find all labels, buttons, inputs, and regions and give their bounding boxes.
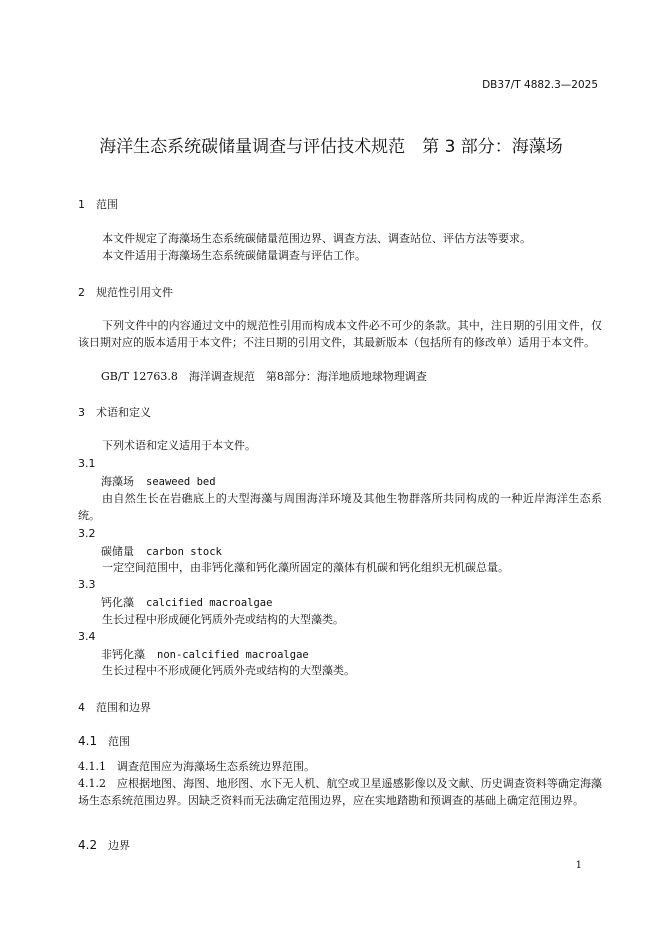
paragraph: 本文件规定了海藻场生态系统碳储量范围边界、调查方法、调查站位、评估方法等要求。	[102, 232, 531, 245]
subsection-4-2-heading	[78, 837, 130, 853]
section-number: 3	[78, 406, 85, 419]
subsection-number: 4.2	[78, 838, 98, 852]
section-number: 4	[78, 701, 85, 714]
term-definition: 生长过程中不形成硬化钙质外壳或结构的大型藻类。	[102, 664, 355, 677]
subsection-number: 4.1	[78, 734, 98, 748]
clause: 4.1.1 调查范围应为海藻场生态系统边界范围。	[78, 760, 315, 773]
term-zh: 非钙化藻	[101, 648, 145, 661]
term-zh: 钙化藻	[101, 596, 134, 609]
term-number: 3.2	[78, 527, 96, 540]
term-name	[101, 473, 216, 489]
term-definition: 一定空间范围中，由非钙化藻和钙化藻所固定的藻体有机碳和钙化组织无机碳总量。	[102, 561, 509, 574]
section-title: 规范性引用文件	[96, 286, 173, 299]
section-2-heading	[78, 284, 173, 300]
term-definition: 生长过程中形成硬化钙质外壳或结构的大型藻类。	[102, 613, 344, 626]
page-number: 1	[575, 860, 582, 871]
term-number: 3.4	[78, 630, 96, 643]
term-zh: 碳储量	[101, 545, 134, 558]
section-title: 范围	[96, 198, 118, 211]
clause: 4.1.2 应根据地图、海图、地形图、水下无人机、航空或卫星遥感影像以及文献、历史调查资料等确定海藻场生态系统范围边界。因缺乏资料而无法确定范围边界，应在实地踏勘和预调查的基础上确定范围边界。	[78, 777, 602, 807]
section-title: 术语和定义	[96, 406, 151, 419]
section-4-heading	[78, 699, 151, 715]
term-en: calcified macroalgae	[146, 597, 273, 609]
term-name	[101, 646, 309, 662]
paragraph: 下列文件中的内容通过文中的规范性引用而构成本文件必不可少的条款。其中，注日期的引用文件，仅该日期对应的版本适用于本文件；不注日期的引用文件，其最新版本（包括所有的修改单）适用于本文件。	[78, 319, 602, 349]
paragraph: 下列术语和定义适用于本文件。	[102, 439, 256, 452]
document-code: DB37/T 4882.3—2025	[482, 79, 598, 91]
section-number: 2	[78, 286, 85, 299]
term-number: 3.3	[78, 578, 96, 591]
subsection-4-1-heading	[78, 733, 130, 749]
term-en: seaweed bed	[146, 476, 216, 488]
subsection-title: 范围	[108, 735, 130, 748]
document-title: 海洋生态系统碳储量调查与评估技术规范 第 3 部分：海藻场	[99, 137, 563, 157]
section-3-heading	[78, 404, 151, 420]
term-definition: 由自然生长在岩礁底上的大型海藻与周围海洋环境及其他生物群落所共同构成的一种近岸海洋生态系统。	[78, 492, 602, 522]
section-number: 1	[78, 198, 85, 211]
section-1-heading	[78, 196, 118, 212]
paragraph: 本文件适用于海藻场生态系统碳储量调查与评估工作。	[102, 249, 366, 262]
section-title: 范围和边界	[96, 701, 151, 714]
term-number: 3.1	[78, 457, 96, 470]
term-zh: 海藻场	[101, 475, 134, 488]
term-en: non-calcified macroalgae	[157, 649, 309, 661]
term-name	[101, 594, 272, 610]
term-en: carbon stock	[146, 546, 222, 558]
normative-reference: GB/T 12763.8 海洋调查规范 第8部分：海洋地质地球物理调查	[101, 370, 427, 383]
term-name	[101, 543, 222, 559]
subsection-title: 边界	[108, 839, 130, 852]
